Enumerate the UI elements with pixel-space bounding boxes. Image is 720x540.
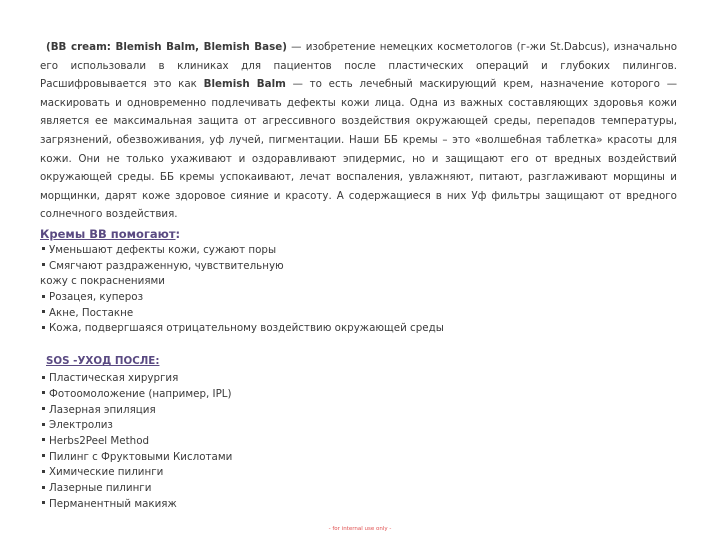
sos-list xyxy=(40,371,677,512)
list-item-text: Уменьшают дефекты кожи, сужают поры xyxy=(49,243,277,256)
bullet-icon xyxy=(42,423,45,426)
list-item-text: Herbs2Peel Method xyxy=(49,434,150,447)
helps-list-b xyxy=(40,290,677,337)
list-item-text: Розацея, купероз xyxy=(49,291,144,304)
list-item xyxy=(40,434,677,450)
helps-heading-text: Кремы BB помогают xyxy=(40,226,176,241)
intro-text-2: — то есть лечебный маскирующий крем, назначение которого — маскировать и одновременно подлечивать дефекты кожи лица. Одна из важных составляющих здоровья кожи является ее максимальная защита от агрессивного воздействия окружающей среды, перепадов температуры, загрязнений, обезвоживания, уф лучей, пигментации. Наши ББ кремы – это «волшебная таблетка» красоты для кожи. Они не только ухаживают и оздоравливают эпидермис, но и защищают его от вредных воздействий окружающей среды. ББ кремы успокаивают, лечат воспаления, увлажняют, питают, разглаживают морщины и морщинки, дарят коже здоровое сияние и красоту. А содержащиеся в них Уф фильтры защищают от вредного солнечного воздействия. xyxy=(40,78,677,221)
bullet-icon xyxy=(42,486,45,489)
intro-text-1: изобретение немецких косметологов (г-жи St.Dabcus), изначально его использовали в клиниках для пациентов после пластических операций и глубоких пилингов. Расшифровывается это как xyxy=(40,41,678,91)
bullet-icon xyxy=(42,247,45,250)
list-item xyxy=(40,243,677,259)
helps-list-a xyxy=(40,243,677,274)
bullet-icon xyxy=(42,470,45,473)
bullet-icon xyxy=(42,407,45,410)
list-item xyxy=(40,481,677,497)
document-page xyxy=(40,38,677,512)
list-item xyxy=(40,306,677,322)
bullet-icon xyxy=(42,263,45,266)
list-item xyxy=(40,497,677,513)
bb-term-short: Blemish Balm xyxy=(203,78,286,91)
bb-term-full: (BB cream: Blemish Balm, Blemish Base) xyxy=(46,41,287,53)
sos-heading xyxy=(40,353,677,369)
helps-heading-colon: : xyxy=(175,226,181,241)
list-item xyxy=(40,321,677,337)
list-item xyxy=(40,403,677,419)
helps-heading xyxy=(40,225,677,243)
bullet-icon xyxy=(42,391,45,394)
list-item-text: Пластическая хирургия xyxy=(49,372,179,385)
list-item xyxy=(40,371,677,387)
list-item-text: Перманентный макияж xyxy=(49,497,177,510)
helps-continuation: кожу с покраснениями xyxy=(40,275,166,288)
bullet-icon xyxy=(42,376,45,379)
list-item-text: Смягчают раздраженную, чувствительную xyxy=(49,259,284,272)
intro-paragraph xyxy=(40,38,677,224)
list-item xyxy=(40,387,677,403)
bullet-icon xyxy=(42,454,45,457)
bullet-icon xyxy=(42,326,45,329)
list-item-text: Кожа, подвергшаяся отрицательному воздействию окружающей среды xyxy=(49,322,444,335)
list-item xyxy=(40,259,677,275)
bullet-icon xyxy=(42,501,45,504)
footer-note: - for internal use only - xyxy=(328,526,392,532)
list-item-text: Акне, Постакне xyxy=(49,306,134,319)
list-item-text: Химические пилинги xyxy=(49,466,164,479)
list-item xyxy=(40,465,677,481)
list-item xyxy=(40,290,677,306)
list-item xyxy=(40,450,677,466)
list-item xyxy=(40,418,677,434)
list-item-text: Электролиз xyxy=(49,419,113,432)
intro-dash: — xyxy=(286,41,306,53)
sos-heading-text: SOS -УХОД ПОСЛЕ: xyxy=(46,355,160,368)
list-item-text: Лазерная эпиляция xyxy=(49,403,156,416)
bullet-icon xyxy=(42,295,45,298)
bullet-icon xyxy=(42,310,45,313)
list-item-text: Лазерные пилинги xyxy=(49,482,152,495)
bullet-icon xyxy=(42,438,45,441)
list-item-text: Пилинг с Фруктовыми Кислотами xyxy=(49,450,233,463)
list-item-text: Фотоомоложение (например, IPL) xyxy=(49,387,232,400)
